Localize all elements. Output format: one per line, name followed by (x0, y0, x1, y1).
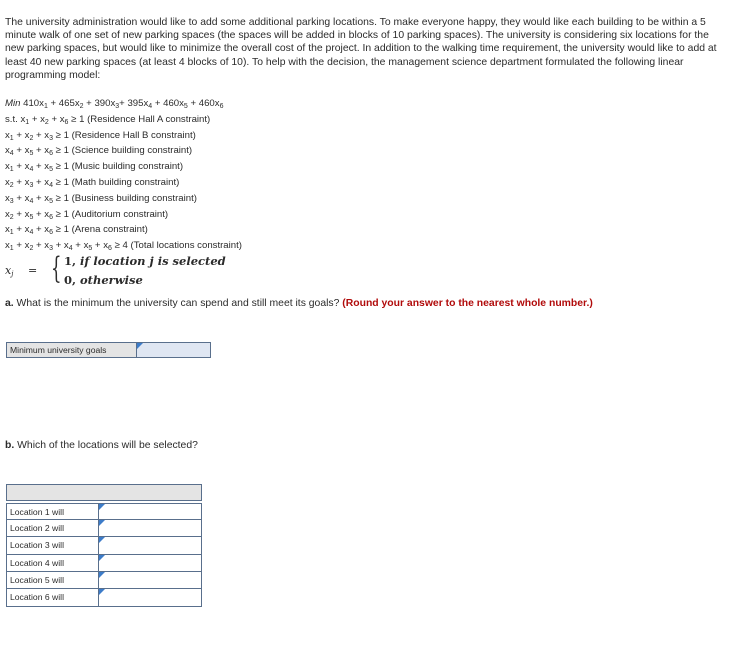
constraint-variable: $x_3$ (44, 240, 53, 253)
constraint-row: s.t. $x_1 + x_2 + x_6 \ge 1$ (Residence Hall A constraint) (5, 113, 211, 126)
constraint-row: $x_4 + x_5 + x_6 \ge 1$ (Science building constraint) (5, 145, 193, 158)
constraint-row: $x_2 + x_5 + x_6 \ge 1$ (Auditorium constraint) (5, 208, 169, 221)
objective-term: 390 (94, 98, 111, 109)
constraint-rhs: 1 (63, 192, 69, 204)
location-row (6, 589, 202, 606)
constraint-variable: $x_6$ (44, 208, 53, 221)
location-select[interactable] (99, 572, 201, 588)
constraint-variable: $x_4$ (24, 224, 34, 237)
objective-term: 410 (23, 98, 40, 109)
location-label: Location 2 will (7, 520, 99, 536)
location-select[interactable] (99, 555, 201, 571)
constraint-name: (Residence Hall B constraint) (71, 129, 196, 141)
objective-term: 465 (58, 98, 75, 109)
constraint-rhs: 1 (63, 161, 69, 173)
min-goals-input[interactable] (137, 343, 210, 357)
constraint-variable: $x_5$ (24, 145, 34, 158)
constraint-variable: $x_1$ (5, 224, 14, 237)
problem-intro: The university administration would like to add some additional parking locations. To make everyone happy, they would like each building to be within a 5 minute walk of one set of new parking spaces (the spaces will be added in blocks of 10 parking spaces). The university is considering six locations for the new parking spaces, but would like to minimize the overall cost of the project. In addition to the walking time requirement, the university would like to add at least 40 new parking spaces (at least 4 blocks of 10). To help with the decision, the management science department formulated the following linear programming model: (5, 17, 717, 81)
constraint-name: (Residence Hall A constraint) (87, 113, 211, 125)
input-marker-icon (99, 520, 105, 526)
objective-term: 460 (198, 98, 215, 109)
constraint-name: (Music building constraint) (71, 161, 184, 173)
constraint-variable: $x_5$ (44, 192, 53, 205)
constraint-name: (Science building constraint) (71, 145, 193, 157)
input-marker-icon (99, 504, 105, 510)
location-row (6, 555, 202, 572)
constraint-variable: $x_6$ (103, 240, 112, 253)
answer-table-a (6, 342, 211, 358)
constraint-name: (Business building constraint) (71, 192, 197, 204)
variable-definition: $x_j$ = { 1, if location j is selected 0, otherwise (5, 251, 226, 287)
constraint-name: (Arena constraint) (71, 224, 148, 236)
variable-symbol: $x_j$ (5, 264, 14, 278)
constraint-name: (Auditorium constraint) (71, 208, 169, 220)
constraint-variable: $x_4$ (24, 161, 34, 174)
constraint-rhs: 1 (63, 208, 69, 220)
constraint-row: $x_2 + x_3 + x_4 \ge 1$ (Math building constraint) (5, 176, 180, 189)
constraint-variable: $x_2$ (5, 176, 14, 189)
min-goals-label: Minimum university goals (7, 343, 137, 357)
constraint-list (5, 112, 505, 254)
constraint-variable: $x_3$ (44, 129, 53, 142)
table-header (6, 484, 202, 501)
question-a: a. What is the minimum the university can spend and still meet its goals? (Round your answer to the nearest whole number.) (5, 298, 593, 309)
input-marker-icon (99, 555, 105, 561)
constraint-variable: $x_2$ (40, 113, 49, 126)
rounding-note: (Round your answer to the nearest whole number.) (342, 298, 593, 309)
lp-model (5, 96, 505, 254)
location-label: Location 5 will (7, 572, 99, 588)
location-label: Location 3 will (7, 537, 99, 553)
constraint-variable: $x_1$ (20, 113, 30, 126)
constraint-variable: $x_6$ (59, 113, 69, 126)
question-b: b. Which of the locations will be selected? (5, 440, 198, 451)
constraint-row: $x_1 + x_4 + x_6 \ge 1$ (Arena constraint) (5, 224, 148, 237)
objective-term: 395 (127, 98, 144, 109)
constraint-variable: $x_6$ (44, 224, 53, 237)
location-select[interactable] (99, 537, 201, 553)
constraint-rhs: 1 (79, 113, 85, 125)
location-label: Location 1 will (7, 504, 99, 519)
location-row (6, 520, 202, 537)
location-select[interactable] (99, 589, 201, 605)
constraint-row: $x_1 + x_2 + x_3 + x_4 + x_5 + x_6 \ge 4$ (Total locations constraint) (5, 240, 242, 253)
input-marker-icon (99, 572, 105, 578)
constraint-variable: $x_4$ (24, 192, 34, 205)
constraint-rhs: 1 (63, 224, 69, 236)
objective-function: Min $410x_1 + 465x_2 + 390x_3+ 395x_4 + 460x_5 + 460x_6$ (5, 98, 224, 110)
constraint-row: $x_1 + x_4 + x_5 \ge 1$ (Music building constraint) (5, 161, 184, 174)
constraint-variable: $x_1$ (5, 240, 14, 253)
location-label: Location 6 will (7, 589, 99, 605)
case-otherwise: 0, otherwise (64, 273, 143, 287)
brace-icon: { (51, 251, 62, 286)
constraint-variable: $x_2$ (24, 129, 34, 142)
constraint-row: $x_1 + x_2 + x_3 \ge 1$ (Residence Hall B constraint) (5, 129, 196, 142)
constraint-variable: $x_4$ (5, 145, 14, 158)
constraint-name: (Total locations constraint) (130, 240, 242, 252)
constraint-variable: $x_5$ (44, 161, 53, 174)
location-select[interactable] (99, 504, 201, 519)
constraint-variable: $x_1$ (5, 129, 14, 142)
location-row (6, 503, 202, 520)
input-marker-icon (99, 589, 105, 595)
constraint-row: $x_3 + x_4 + x_5 \ge 1$ (Business building constraint) (5, 192, 197, 205)
input-marker-icon (99, 537, 105, 543)
objective-terms: $410x_1 + 465x_2 + 390x_3+ 395x_4 + 460x_5 + 460x_6$ (23, 98, 224, 110)
case-selected: 1, if location j is selected (64, 254, 226, 268)
input-marker-icon (137, 343, 143, 349)
constraint-variable: $x_2$ (24, 240, 34, 253)
constraint-name: (Math building constraint) (71, 176, 180, 188)
constraint-variable: $x_4$ (44, 176, 53, 189)
location-row (6, 572, 202, 589)
constraint-variable: $x_6$ (44, 145, 53, 158)
constraint-variable: $x_5$ (24, 208, 34, 221)
location-label: Location 4 will (7, 555, 99, 571)
constraint-variable: $x_2$ (5, 208, 14, 221)
constraint-variable: $x_4$ (63, 240, 73, 253)
location-row (6, 537, 202, 554)
constraint-rhs: 1 (63, 145, 69, 157)
constraint-variable: $x_5$ (83, 240, 93, 253)
constraint-rhs: 1 (63, 129, 69, 141)
location-select[interactable] (99, 520, 201, 536)
constraint-rhs: 4 (122, 240, 128, 252)
answer-table-b (6, 484, 202, 607)
constraint-variable: $x_1$ (5, 161, 14, 174)
objective-term: 460 (163, 98, 180, 109)
constraint-rhs: 1 (63, 176, 69, 188)
constraint-variable: $x_3$ (24, 176, 34, 189)
constraint-variable: $x_3$ (5, 192, 14, 205)
